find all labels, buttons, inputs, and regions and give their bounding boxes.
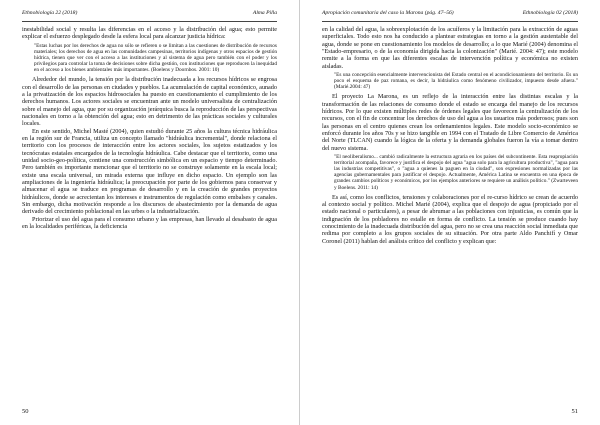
- page-body: [22, 26, 277, 397]
- paragraph: Es así, como los conflictos, tensiones y colaboraciones por el re-curso hídrico se crean de acuerdo al contexto social y político. Michel Marié (2004), explica que el despojo de agua (propiciado por el estado nacional o particulares), a pesar de abrumar a las poblaciones con injusticias, es común que la indignación de los pobladores no estalle en forma de conflicto. La tensión se produce cuando hay conocimiento de la inadecuada distribución del agua, pero no se crea una reacción social inmediata que redima por completo a los grupos sociales de su situación. Por otra parte Aldo Panchifí y Omar Coronel (2011) hablan del análisis crítico del conflicto y explican que:: [322, 193, 578, 245]
- journal-title: Ethnobiología 02 (2018): [522, 10, 578, 16]
- author-name: Alma Pilla: [252, 10, 277, 16]
- article-title: Apropiación comunitaria del caso la Marona (pág. 47–56): [322, 10, 454, 16]
- page-body: [322, 26, 578, 397]
- paragraph: en la calidad del agua, la sobreexplotación de los acuíferos y la limitación para la extracción de aguas superficiales. Todo esto nos ha conducido a plantear estrategias en torno a la gestión austentable del agua, donde se pone en cuestionamiento los modelos de desarrollo; a lo que Marié (2004) denomina el "Estado-empresario, o de la economía dirigida hacia la colonización" (Marié. 2004: 47); este modelo remite a la forma en que las diferentes escalas de intervención política y económica no existen aisladas.: [322, 26, 578, 70]
- paragraph: El proyecto La Marona, es un reflejo de la interacción entre las distintas escalas y la transformación de las relaciones de consumo donde el estado se encarga del manejo de los recursos hídricos. Por lo que existen múltiples redes de órdenes legales que favorecen la centralización de los recursos, con el fin de concentrar los derechos de uso del agua a los usuarios más poderosos; pues son las personas en el centro quienes crean los ordenamientos legales. Este modelo socio-económico se enforcó durante los años 70s y se hizo tangible en 1994 con el Tratado de Libre Comercio de América del Norte (TLCAN) cuando la lógica de la oferta y la demanda globales fueron la vía a tomar dentro del nuevo sistema.: [322, 93, 578, 152]
- block-quote: "Es una concepción esencialmente intervencionista del Estado central en el acondicionamiento del territorio. Es un poco el esquema de paz romana, es decir, la hidráulica como fenómeno civilizador, impuesto desde afuera." (Marié.2004: 47): [334, 72, 578, 91]
- running-header: [22, 10, 277, 22]
- paragraph: Priorizar el uso del agua para el consumo urbano y las empresas, han llevado al desabasto de agua en la localidades periféricas, la deficiencia: [22, 215, 277, 231]
- running-header: [322, 10, 578, 22]
- right-page: [300, 0, 600, 425]
- paragraph: Alrededor del mundo, la tensión por la distribución inadecuada a los recursos hídricos se engrosa con el desarrollo de las personas en ciudades y pueblos. La acumulación de capital económico, aunado a la privatización de los espacios hidrosociales ha puesto en cuestionamiento el cumplimiento de los derechos humanos. Los actores sociales se encuentran ante un modelo universalista de centralización sobre el manejo del agua, que por su organización jerárquica busca la reproducción de las perspectivas nacionales en torno a la obtención del agua; esto en detrimento de las prácticas sociales y culturales locales.: [22, 76, 277, 128]
- block-quote: "El neoliberalismo... cambió radicalmente la estructura agraria en los países del subcontinente. Esta reapropiación territorial acompaña, favorece y justifica el despojo del agua "agua solo para la agricultura productiva", "agua para las industrias competitivas", o "agua a quienes la paguen en la ciudad", son expresiones normalizadas por las agencias gubernamentales para justificar el despojo. Actualmente, América Latina se encuentra en una época de grandes cambios políticos y económicos, por los ejemplos anteriores se requiere un análisis político." (Zwarteveen y Boelens. 2011: 14): [334, 154, 578, 191]
- journal-title: Ethnobiología 22 (2018): [22, 10, 78, 16]
- paragraph: inestabilidad social y resulta las diferencias en el acceso y la distribución del agua; esto permite explicar el esfuerzo desplegado desde la esfera local para alcanzar justicia hídrica:: [22, 26, 277, 41]
- page-number: 50: [22, 408, 29, 415]
- paragraph: En este sentido, Michel Masté (2004), quien estudió durante 25 años la cultura técnica hidráulica en la región sur de Francia, utiliza un concepto llamado "hidráulica incremental", donde relaciona el territorio con los procesos de interacción entre los actores sociales, los sujetos estatizados y los tecnócratas estatales encargados de la tecnología hidráulica. Cabe destacar que el territorio, como una unidad socio-geo-política, contiene una construcción simbólica en un espacio y tiempo determinado. Pero también es importante mencionar que el territorio no se construye solamente en la escala local; existe una escala universal, un mirada externa que influye en dicho espacio. Un ejemplo son las ampliaciones de la ingeniería hidráulica; la preocupación por parte de los gobiernos para conservar y almacenar el agua se traduce en programas de desarrollo y en la creación de grandes proyectos hidráulicos, donde se acrecientan los intereses e instrumentos de regulación como embalses y canales. Sin embargo, dicha motivación responde a los discursos de abastecimiento por la demanda de agua derivado del crecimiento poblacional en las urbes o la industrialización.: [22, 127, 277, 216]
- block-quote: "Estas luchas por los derechos de agua no sólo se refieren o se limitan a las cuestiones de distribución de recursos materiales; los derechos de agua en las comunidades campesinas, territorios indígenas y otros espacios de gestión hídrica, tienen que ver con el acceso a las instituciones y al sistema de agua pero también con el poder y los privilegios para controlar la toma de decisiones sobre dicha gestión, con instituciones que reproducen la inequidad en el acceso a los bienes ambientales más importantes. (Boelens y Doornbos. 2001: 10): [34, 42, 277, 74]
- page-number: 51: [571, 408, 578, 415]
